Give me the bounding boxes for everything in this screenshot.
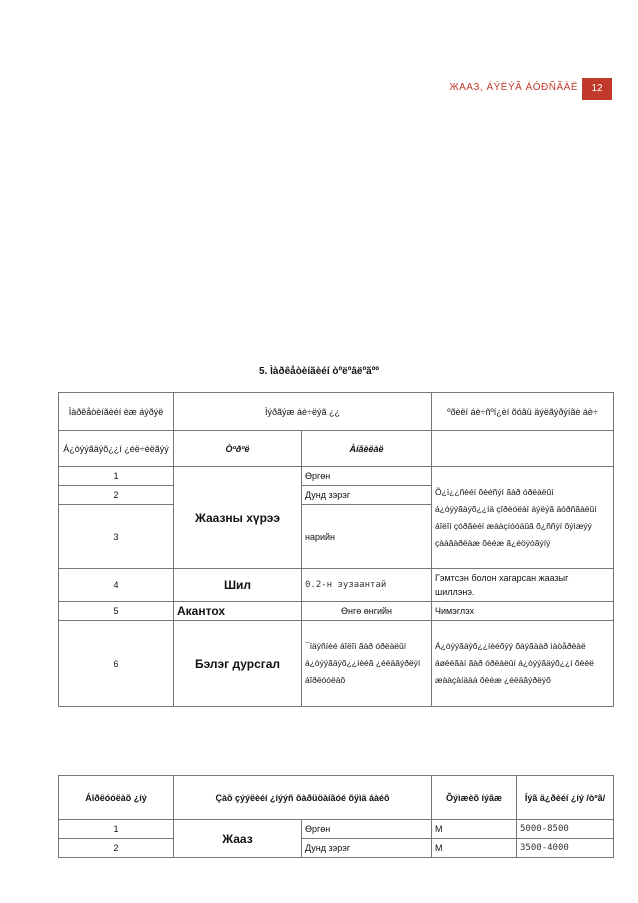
row-price: 5000-8500 bbox=[517, 820, 614, 839]
pricing-table bbox=[58, 775, 614, 858]
row-type: Өргөн bbox=[302, 820, 432, 839]
row-type: Өнгө өнгийн bbox=[302, 602, 432, 621]
table-header-row bbox=[59, 776, 614, 820]
sub-header-1: Á¿òýýãäýõ¿¿í ¿éë÷èëãýý bbox=[59, 431, 174, 467]
row-number: 2 bbox=[59, 839, 174, 858]
sub-header-2: Òºðºë bbox=[174, 431, 302, 467]
row-number: 3 bbox=[59, 505, 174, 569]
row-number: 1 bbox=[59, 467, 174, 486]
row-note: Гэмтсэн болон хагарсан жаазыг шиллэнэ. bbox=[432, 569, 614, 602]
row-kind: Шил bbox=[174, 569, 302, 602]
row-type: Өргөн bbox=[302, 467, 432, 486]
price-col4-header: Íýã ä¿ðèéí ¿íý /òºã/ bbox=[517, 776, 614, 820]
group-label: Жаазны хүрээ bbox=[174, 467, 302, 569]
price-col1-header: Áîðëóóëàõ ¿íý bbox=[59, 776, 174, 820]
row-type: Дунд зэрэг bbox=[302, 839, 432, 858]
col1-header: Ìàðêåòèíãèéí èæ áýðýë bbox=[59, 393, 174, 431]
sub-header-3: Àíãèëàë bbox=[302, 431, 432, 467]
table-subheader-row bbox=[59, 431, 614, 467]
group-label: Жааз bbox=[174, 820, 302, 858]
table-row bbox=[59, 602, 614, 621]
row-note: Чимэглэх bbox=[432, 602, 614, 621]
table-row bbox=[59, 621, 614, 707]
col3-header: ºðèëí áè÷ñºí¿èí õóâü äýëãýðýíãè áè÷ bbox=[432, 393, 614, 431]
row-type: Дунд зэрэг bbox=[302, 486, 432, 505]
row-type: ¯íäýñíèé áîëîì ãàð óðëàëûí á¿òýýãäýõ¿¿íèéã ¿éëäâýðëýí áîðëóóëàõ bbox=[302, 621, 432, 707]
row-note: Õ¿ì¿¿ñèéí õèéñýí ãàð óðëàëûí á¿òýýãäýõ¿¿íä çîðèóëàí áýëýã äóðñãàëûí áîëîí çóðãèéí æààçíóóäûã õ¿ññýí õýìæýý çààâàðëàæ õèéæ ã¿éöýòãýíý bbox=[432, 467, 614, 569]
section-title: 5. Ìàðêåòèíãèéí òºëºâëºãºº bbox=[259, 366, 379, 377]
table-row bbox=[59, 467, 614, 486]
table-header-row bbox=[59, 393, 614, 431]
row-type: нарийн bbox=[302, 505, 432, 569]
row-kind: Бэлэг дурсгал bbox=[174, 621, 302, 707]
header-title: ЖААЗ, ÁÝËÝÃ ÁÓÐÑÃÀË bbox=[449, 82, 578, 93]
row-unit: М bbox=[432, 820, 517, 839]
price-col2-header: Çàõ çýýëèéí ¿íýýñ õàðüöàíãóé õÿìä áàéõ bbox=[174, 776, 432, 820]
row-number: 4 bbox=[59, 569, 174, 602]
table-row bbox=[59, 820, 614, 839]
table-row bbox=[59, 839, 614, 858]
row-price: 3500-4000 bbox=[517, 839, 614, 858]
row-number: 1 bbox=[59, 820, 174, 839]
row-unit: М bbox=[432, 839, 517, 858]
marketing-table bbox=[58, 392, 614, 707]
table-row bbox=[59, 569, 614, 602]
row-number: 5 bbox=[59, 602, 174, 621]
row-note: Á¿òýýãäýõ¿¿íèéõýý õàÿãààð ìàòåðèàë áøèëãàí ãàð óðëàëûí á¿òýýãäýõ¿¿í õèéë æààçàíäàà õèéæ ¿éëäâýðëýõ bbox=[432, 621, 614, 707]
row-number: 2 bbox=[59, 486, 174, 505]
row-number: 6 bbox=[59, 621, 174, 707]
col2-header: Ìýðãýæ áè÷ëýã ¿¿ bbox=[174, 393, 432, 431]
page-number: 12 bbox=[582, 78, 612, 100]
price-col3-header: Õýìæèõ íýãæ bbox=[432, 776, 517, 820]
row-kind: Акантох bbox=[174, 602, 302, 621]
sub-header-4 bbox=[432, 431, 614, 467]
page-header bbox=[0, 78, 638, 100]
row-type: 0.2-н зузаантай bbox=[302, 569, 432, 602]
